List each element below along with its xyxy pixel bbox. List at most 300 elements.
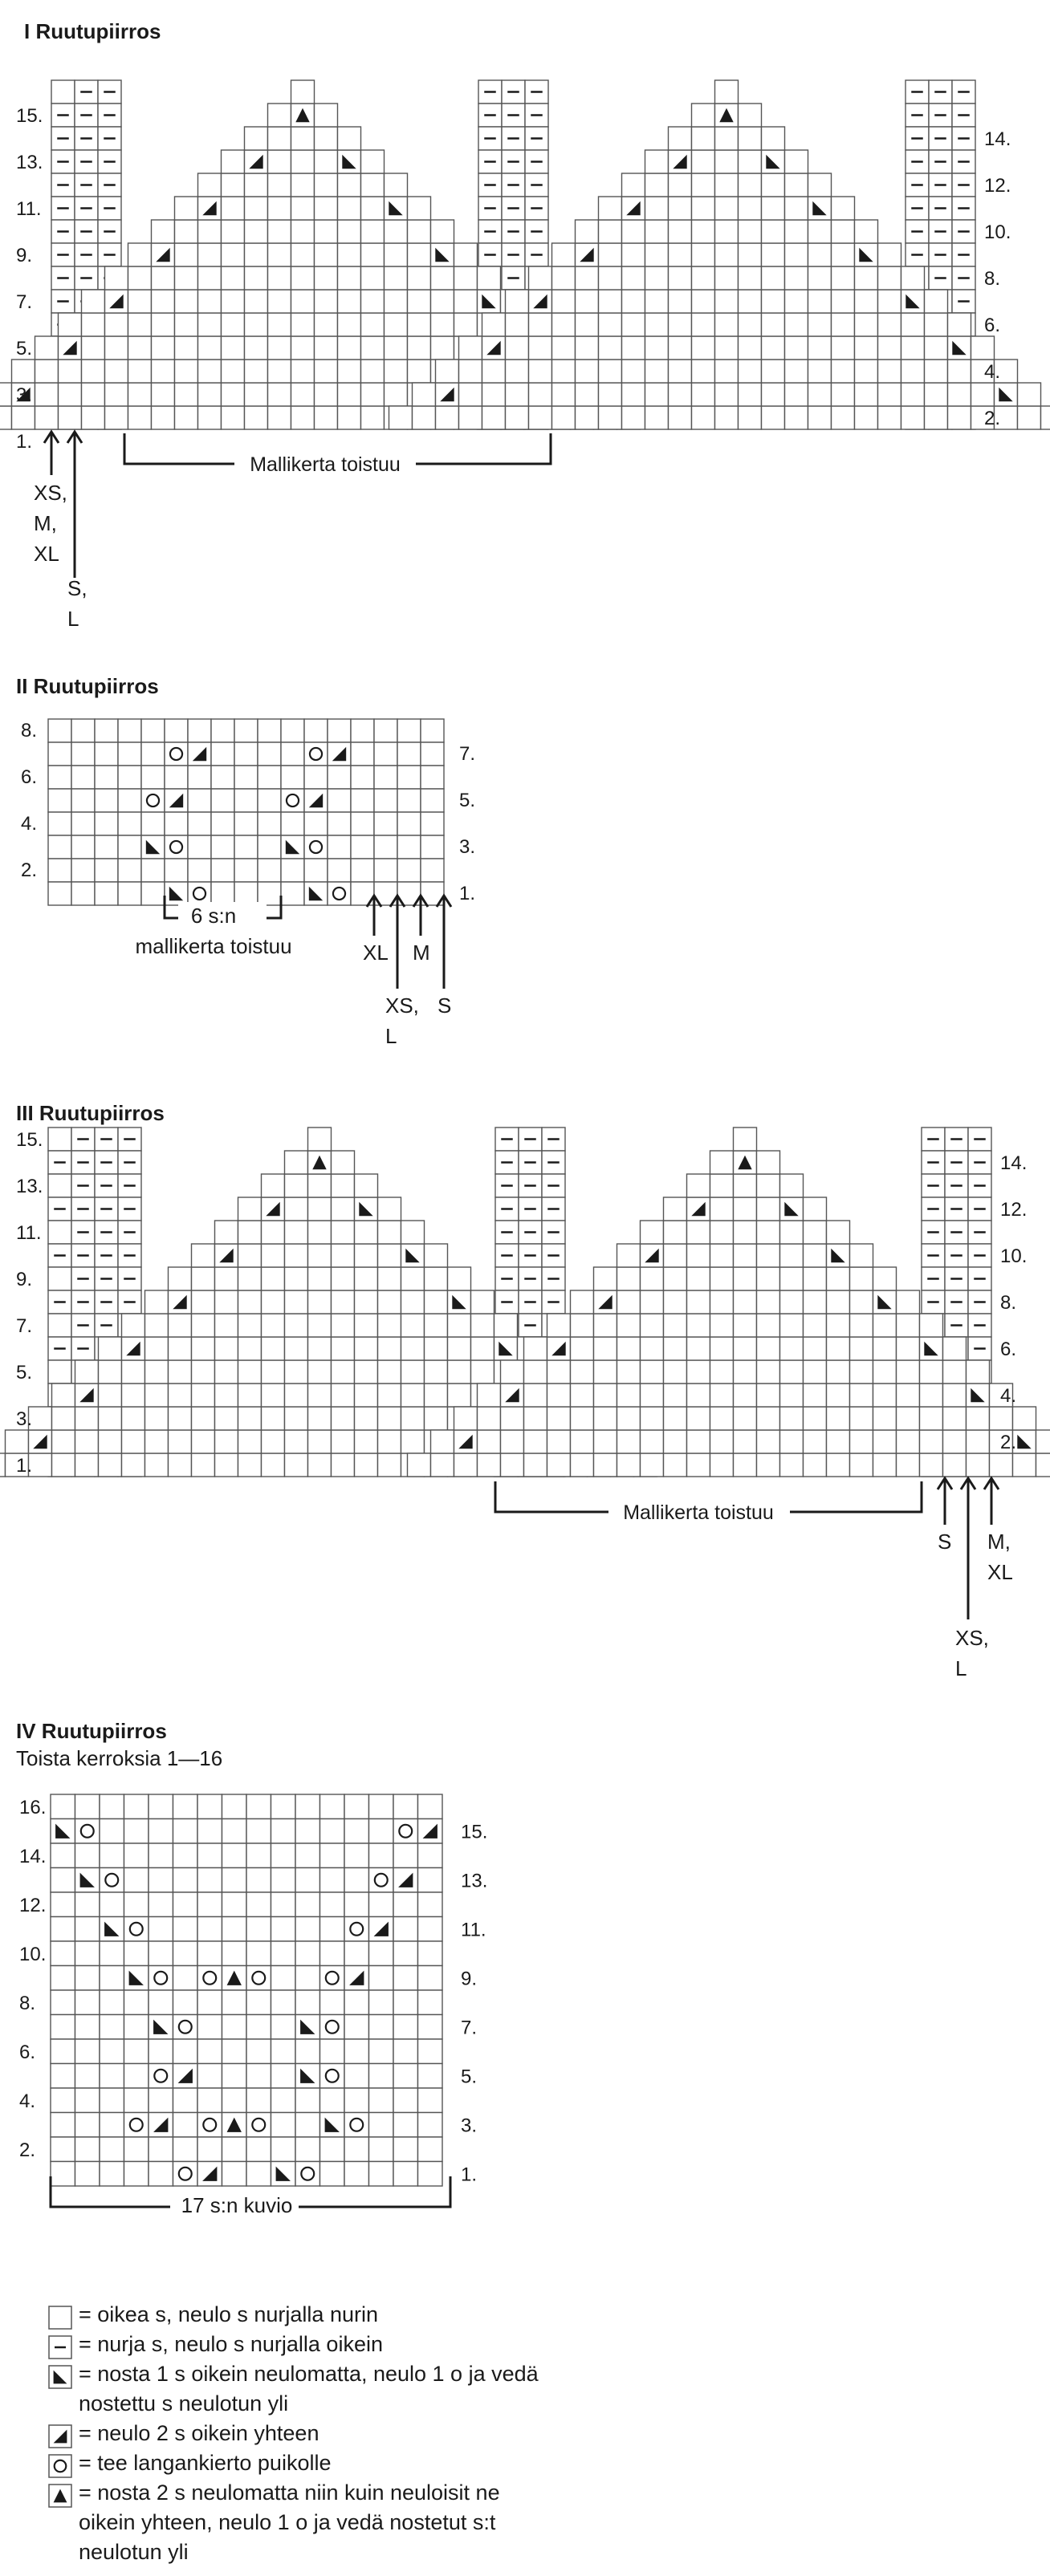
row-label-right: 10. bbox=[1000, 1245, 1028, 1268]
grid-cell bbox=[271, 1966, 296, 1991]
grid-cell bbox=[369, 1868, 394, 1893]
grid-cell bbox=[197, 1868, 222, 1893]
grid-cell bbox=[197, 2015, 222, 2040]
grid-cell bbox=[124, 2137, 149, 2162]
grid-cell bbox=[149, 1917, 173, 1942]
grid-cell bbox=[51, 1794, 75, 1819]
grid-cell bbox=[100, 2137, 124, 2162]
grid-cell bbox=[173, 2137, 198, 2162]
grid-cell bbox=[51, 2064, 75, 2089]
grid-cell bbox=[149, 2064, 173, 2089]
row-label-right: 12. bbox=[1000, 1199, 1028, 1221]
row-label-left: 8. bbox=[21, 719, 38, 742]
grid-cell bbox=[295, 1990, 320, 2015]
grid-cell bbox=[149, 1843, 173, 1868]
grid-cell bbox=[271, 2137, 296, 2162]
grid-cell bbox=[173, 1892, 198, 1917]
row-label-left: 15. bbox=[16, 105, 43, 128]
grid-cell bbox=[100, 2015, 124, 2040]
grid-cell bbox=[271, 1990, 296, 2015]
grid-cell bbox=[320, 2064, 345, 2089]
grid-cell bbox=[418, 1868, 443, 1893]
grid-cell bbox=[320, 1941, 345, 1966]
row-label-left: 13. bbox=[16, 1176, 43, 1198]
grid-cell bbox=[100, 1966, 124, 1991]
arrow-label-xl: XL bbox=[363, 941, 389, 965]
grid-cell bbox=[100, 2064, 124, 2089]
grid-cell bbox=[295, 1966, 320, 1991]
row-label-left: 11. bbox=[16, 198, 42, 221]
grid-cell bbox=[100, 2113, 124, 2138]
row-label-right: 6. bbox=[984, 315, 1001, 337]
grid-cell bbox=[344, 2088, 369, 2113]
row-label-left: 11. bbox=[16, 1222, 42, 1245]
grid-cell bbox=[149, 2039, 173, 2064]
grid-cell bbox=[100, 2039, 124, 2064]
row-label-right: 7. bbox=[459, 742, 476, 765]
grid-cell bbox=[246, 1941, 271, 1966]
grid-cell bbox=[75, 1966, 100, 1991]
grid-cell bbox=[369, 1966, 394, 1991]
grid-cell bbox=[222, 1794, 247, 1819]
grid-cell bbox=[51, 2039, 75, 2064]
cdd-icon bbox=[48, 2484, 72, 2508]
grid-cell bbox=[173, 1917, 198, 1942]
grid-cell bbox=[418, 1941, 443, 1966]
grid-cell bbox=[246, 2113, 271, 2138]
grid-cell bbox=[393, 2088, 418, 2113]
grid-cell bbox=[418, 2039, 443, 2064]
grid-cell bbox=[173, 1843, 198, 1868]
row-label-left: 7. bbox=[16, 1315, 33, 1338]
grid-cell bbox=[51, 1892, 75, 1917]
grid-cell bbox=[418, 2088, 443, 2113]
grid-cell bbox=[222, 2162, 247, 2187]
grid-cell bbox=[75, 1990, 100, 2015]
grid-cell bbox=[418, 2015, 443, 2040]
arrow-label-xs-m-xl: XS, M, XL bbox=[34, 481, 67, 566]
grid-cell bbox=[222, 1868, 247, 1893]
legend-cell bbox=[49, 2455, 71, 2477]
grid-cell bbox=[51, 2088, 75, 2113]
grid-cell bbox=[197, 1966, 222, 1991]
grid-cell bbox=[344, 1917, 369, 1942]
grid-cell bbox=[320, 2015, 345, 2040]
grid-cell bbox=[149, 1819, 173, 1844]
grid-cell bbox=[222, 2039, 247, 2064]
row-label-left: 8. bbox=[19, 1992, 36, 2014]
grid-cell bbox=[51, 2113, 75, 2138]
grid-cell bbox=[246, 1819, 271, 1844]
row-label-right: 6. bbox=[1000, 1339, 1017, 1361]
row-label-right: 3. bbox=[459, 835, 476, 858]
grid-cell bbox=[393, 1941, 418, 1966]
grid-cell bbox=[100, 1941, 124, 1966]
grid-cell bbox=[393, 2113, 418, 2138]
grid-cell bbox=[344, 1843, 369, 1868]
legend-item-yo bbox=[48, 2448, 562, 2478]
grid-cell bbox=[369, 1941, 394, 1966]
grid-cell bbox=[246, 1843, 271, 1868]
grid-cell bbox=[320, 1990, 345, 2015]
grid-cell bbox=[320, 1819, 345, 1844]
grid-cell bbox=[149, 1990, 173, 2015]
grid-cell bbox=[124, 2015, 149, 2040]
grid-cell bbox=[271, 1917, 296, 1942]
grid-cell bbox=[246, 2162, 271, 2187]
grid-cell bbox=[393, 1917, 418, 1942]
row-label-left: 2. bbox=[21, 859, 38, 881]
legend-text: = oikea s, neulo s nurjalla nurin bbox=[79, 2302, 378, 2326]
grid-cell bbox=[197, 1794, 222, 1819]
grid-cell bbox=[271, 2113, 296, 2138]
grid-cell bbox=[344, 2162, 369, 2187]
blank-icon bbox=[48, 2306, 72, 2330]
grid-cell bbox=[222, 2137, 247, 2162]
grid-cell bbox=[246, 2039, 271, 2064]
grid-cell bbox=[100, 1819, 124, 1844]
grid-cell bbox=[271, 1794, 296, 1819]
grid-cell bbox=[75, 2039, 100, 2064]
grid-cell bbox=[173, 2162, 198, 2187]
grid-cell bbox=[320, 1868, 345, 1893]
chart-4-subtitle: Toista kerroksia 1—16 bbox=[16, 1746, 223, 1770]
grid-cell bbox=[75, 1843, 100, 1868]
grid-cell bbox=[295, 1868, 320, 1893]
grid-cell bbox=[295, 1819, 320, 1844]
row-label-left: 12. bbox=[19, 1894, 47, 1916]
row-label-right: 4. bbox=[1000, 1385, 1017, 1408]
row-label-right: 9. bbox=[461, 1968, 478, 1990]
grid-cell bbox=[124, 2039, 149, 2064]
grid-cell bbox=[271, 1868, 296, 1893]
grid-cell bbox=[75, 2088, 100, 2113]
grid-cell bbox=[344, 2137, 369, 2162]
grid-cell bbox=[124, 2088, 149, 2113]
grid-cell bbox=[344, 2113, 369, 2138]
grid-cell bbox=[124, 1892, 149, 1917]
grid-cell bbox=[295, 1917, 320, 1942]
grid-cell bbox=[320, 2162, 345, 2187]
grid-cell bbox=[418, 2064, 443, 2089]
grid-cell bbox=[369, 2137, 394, 2162]
grid-cell bbox=[344, 1941, 369, 1966]
repeat-label: 6 s:n mallikerta toistuu bbox=[135, 904, 292, 958]
grid-cell bbox=[197, 2137, 222, 2162]
grid-cell bbox=[320, 1892, 345, 1917]
grid-cell bbox=[393, 2064, 418, 2089]
arrow-label-xs-l: XS, L bbox=[385, 993, 419, 1048]
row-label-left: 14. bbox=[19, 1845, 47, 1867]
grid-cell bbox=[197, 1990, 222, 2015]
grid-cell bbox=[100, 2088, 124, 2113]
grid-cell bbox=[418, 1990, 443, 2015]
arrow-label-m: M bbox=[413, 941, 430, 965]
grid-cell bbox=[418, 1843, 443, 1868]
grid-cell bbox=[246, 2137, 271, 2162]
grid-cell bbox=[222, 1892, 247, 1917]
grid-cell bbox=[271, 1892, 296, 1917]
grid-cell bbox=[320, 1794, 345, 1819]
grid-cell bbox=[124, 2162, 149, 2187]
row-label-left: 15. bbox=[16, 1129, 43, 1152]
grid-cell bbox=[100, 1843, 124, 1868]
grid-cell bbox=[75, 1941, 100, 1966]
legend-text: = nosta 2 s neulomatta niin kuin neuloisit ne oikein yhteen, neulo 1 o ja vedä nostetut s:t neulotun yli bbox=[79, 2481, 500, 2564]
row-label-right: 8. bbox=[1000, 1292, 1017, 1314]
grid-cell bbox=[393, 1819, 418, 1844]
grid-cell bbox=[418, 1892, 443, 1917]
legend-text: = tee langankierto puikolle bbox=[79, 2451, 332, 2475]
grid-cell bbox=[418, 1917, 443, 1942]
grid-cell bbox=[124, 1917, 149, 1942]
grid-cell bbox=[173, 2088, 198, 2113]
legend-cell bbox=[49, 2306, 71, 2329]
grid-cell bbox=[295, 1794, 320, 1819]
grid-cell bbox=[51, 1941, 75, 1966]
grid-cell bbox=[222, 2015, 247, 2040]
grid-cell bbox=[197, 1843, 222, 1868]
grid-cell bbox=[75, 1794, 100, 1819]
grid-cell bbox=[295, 1941, 320, 1966]
grid-cell bbox=[271, 1843, 296, 1868]
grid-cell bbox=[173, 1990, 198, 2015]
row-label-left: 6. bbox=[19, 2041, 36, 2063]
grid-cell bbox=[344, 2039, 369, 2064]
grid-cell bbox=[344, 2015, 369, 2040]
grid-cell bbox=[75, 2162, 100, 2187]
grid-cell bbox=[246, 1868, 271, 1893]
grid-cell bbox=[75, 2064, 100, 2089]
grid-cell bbox=[149, 1868, 173, 1893]
grid-cell bbox=[320, 2088, 345, 2113]
row-label-left: 9. bbox=[16, 245, 33, 267]
legend-item-blank bbox=[48, 2300, 562, 2330]
arrow-label-xs-l: XS, L bbox=[955, 1626, 989, 1680]
grid-cell bbox=[369, 1892, 394, 1917]
grid-cell bbox=[271, 2088, 296, 2113]
grid-cell bbox=[393, 2015, 418, 2040]
grid-cell bbox=[393, 1990, 418, 2015]
grid-cell bbox=[124, 1941, 149, 1966]
grid-cell bbox=[149, 2137, 173, 2162]
row-label-right: 12. bbox=[984, 175, 1011, 197]
grid-cell bbox=[222, 1990, 247, 2015]
grid-cell bbox=[124, 1819, 149, 1844]
grid-cell bbox=[149, 1794, 173, 1819]
ssk-icon bbox=[48, 2365, 72, 2389]
grid-cell bbox=[51, 2162, 75, 2187]
legend-item-ssk bbox=[48, 2359, 562, 2419]
grid-cell bbox=[393, 2162, 418, 2187]
grid-cell bbox=[320, 2137, 345, 2162]
row-label-left: 5. bbox=[16, 1362, 33, 1384]
grid-cell bbox=[51, 2137, 75, 2162]
row-label-left: 1. bbox=[16, 431, 33, 453]
legend-item-cdd bbox=[48, 2478, 562, 2567]
row-label-right: 5. bbox=[459, 789, 476, 811]
grid-cell bbox=[197, 1941, 222, 1966]
row-label-right: 1. bbox=[461, 2164, 478, 2186]
row-label-left: 2. bbox=[19, 2139, 36, 2161]
grid-cell bbox=[369, 2039, 394, 2064]
grid-cell bbox=[75, 1819, 100, 1844]
grid-cell bbox=[393, 2137, 418, 2162]
grid-cell bbox=[271, 2015, 296, 2040]
row-label-left: 9. bbox=[16, 1269, 33, 1291]
grid-cell bbox=[173, 2039, 198, 2064]
grid-cell bbox=[173, 2113, 198, 2138]
grid-cell bbox=[418, 2162, 443, 2187]
grid-cell bbox=[75, 1917, 100, 1942]
legend-item-purl bbox=[48, 2330, 562, 2359]
row-label-right: 4. bbox=[984, 361, 1001, 384]
legend-text: = nurja s, neulo s nurjalla oikein bbox=[79, 2332, 383, 2356]
grid-cell bbox=[320, 1966, 345, 1991]
repeat-label: Mallikerta toistuu bbox=[623, 1501, 774, 1524]
grid-cell bbox=[246, 2015, 271, 2040]
grid-cell bbox=[197, 2039, 222, 2064]
grid-cell bbox=[246, 1990, 271, 2015]
grid-cell bbox=[197, 2088, 222, 2113]
grid-cell bbox=[344, 2064, 369, 2089]
grid-cell bbox=[418, 2137, 443, 2162]
grid-cell bbox=[320, 1917, 345, 1942]
grid-cell bbox=[222, 1843, 247, 1868]
grid-cell bbox=[320, 1843, 345, 1868]
grid-cell bbox=[100, 1990, 124, 2015]
chart-1-title: I Ruutupiirros bbox=[24, 19, 161, 43]
grid-cell bbox=[418, 2113, 443, 2138]
grid-cell bbox=[124, 2064, 149, 2089]
row-label-right: 14. bbox=[984, 128, 1011, 151]
grid-cell bbox=[222, 1917, 247, 1942]
arrow-label-s-l: S, L bbox=[67, 576, 88, 631]
grid-cell bbox=[75, 2137, 100, 2162]
grid-cell bbox=[124, 1794, 149, 1819]
grid-cell bbox=[197, 1917, 222, 1942]
arrow-label-s: S bbox=[938, 1530, 952, 1554]
grid-cell bbox=[418, 1794, 443, 1819]
row-label-left: 13. bbox=[16, 152, 43, 174]
grid-cell bbox=[173, 2015, 198, 2040]
grid-cell bbox=[295, 2113, 320, 2138]
grid-cell bbox=[124, 1990, 149, 2015]
grid-cell bbox=[197, 2113, 222, 2138]
grid-cell bbox=[246, 1892, 271, 1917]
grid-cell bbox=[197, 1892, 222, 1917]
grid-cell bbox=[295, 1892, 320, 1917]
grid-cell bbox=[369, 2015, 394, 2040]
grid-cell bbox=[222, 2064, 247, 2089]
row-label-right: 1. bbox=[459, 882, 476, 904]
grid-cell bbox=[393, 1966, 418, 1991]
grid-cell bbox=[344, 1868, 369, 1893]
grid-cell bbox=[246, 2064, 271, 2089]
row-label-right: 2. bbox=[1000, 1432, 1017, 1454]
row-label-right: 7. bbox=[461, 2017, 478, 2039]
grid-cell bbox=[295, 1843, 320, 1868]
arrow-label-s: S bbox=[438, 993, 452, 1018]
grid-cell bbox=[369, 2088, 394, 2113]
legend-text: = nosta 1 s oikein neulomatta, neulo 1 o ja vedä nostettu s neulotun yli bbox=[79, 2362, 539, 2416]
row-label-left: 5. bbox=[16, 338, 33, 360]
row-label-left: 1. bbox=[16, 1455, 33, 1477]
grid-cell bbox=[271, 2039, 296, 2064]
grid-cell bbox=[246, 1917, 271, 1942]
grid-cell bbox=[100, 1868, 124, 1893]
grid-cell bbox=[149, 1941, 173, 1966]
legend-text: = neulo 2 s oikein yhteen bbox=[79, 2421, 319, 2445]
chart-4-title: IV Ruutupiirros bbox=[16, 1719, 167, 1743]
grid-cell bbox=[369, 2064, 394, 2089]
grid-cell bbox=[51, 1990, 75, 2015]
grid-cell bbox=[75, 2113, 100, 2138]
row-label-left: 6. bbox=[21, 766, 38, 788]
grid-cell bbox=[51, 1966, 75, 1991]
grid-cell bbox=[369, 1819, 394, 1844]
grid-cell bbox=[369, 1794, 394, 1819]
row-label-right: 8. bbox=[984, 268, 1001, 291]
legend bbox=[48, 2300, 562, 2567]
grid-cell bbox=[271, 1819, 296, 1844]
grid-cell bbox=[295, 2088, 320, 2113]
grid-cell bbox=[100, 2162, 124, 2187]
grid-cell bbox=[344, 1990, 369, 2015]
row-label-left: 7. bbox=[16, 291, 33, 314]
row-label-right: 10. bbox=[984, 221, 1011, 244]
grid-cell bbox=[173, 1941, 198, 1966]
row-label-right: 11. bbox=[461, 1919, 486, 1941]
grid-cell bbox=[173, 1819, 198, 1844]
grid-cell bbox=[344, 1794, 369, 1819]
grid-cell bbox=[173, 1794, 198, 1819]
grid-cell bbox=[271, 1941, 296, 1966]
grid-cell bbox=[246, 2088, 271, 2113]
grid-cell bbox=[51, 2015, 75, 2040]
grid-cell bbox=[344, 1892, 369, 1917]
grid-cell bbox=[246, 1966, 271, 1991]
row-label-right: 3. bbox=[461, 2115, 478, 2137]
legend-item-k2tog bbox=[48, 2419, 562, 2448]
row-label-right: 2. bbox=[984, 408, 1001, 430]
grid-cell bbox=[149, 1892, 173, 1917]
grid-cell bbox=[369, 2162, 394, 2187]
grid-cell bbox=[393, 1868, 418, 1893]
yo-icon bbox=[48, 2454, 72, 2478]
row-label-right: 13. bbox=[461, 1870, 488, 1892]
k2tog-icon bbox=[48, 2424, 72, 2448]
grid-cell bbox=[149, 2162, 173, 2187]
grid-cell bbox=[418, 1966, 443, 1991]
grid-cell bbox=[75, 1892, 100, 1917]
chart-3-title: III Ruutupiirros bbox=[16, 1101, 165, 1125]
grid-cell bbox=[124, 2113, 149, 2138]
grid-cell bbox=[271, 2064, 296, 2089]
grid-cell bbox=[295, 2137, 320, 2162]
grid-cell bbox=[149, 1966, 173, 1991]
arrow-label-m-xl: M, XL bbox=[987, 1530, 1013, 1584]
grid-cell bbox=[197, 2064, 222, 2089]
grid-cell bbox=[295, 2162, 320, 2187]
grid-cell bbox=[393, 1843, 418, 1868]
grid-cell bbox=[197, 1819, 222, 1844]
grid-cell bbox=[75, 2015, 100, 2040]
grid-cell bbox=[295, 2039, 320, 2064]
grid-cell bbox=[344, 1819, 369, 1844]
grid-cell bbox=[222, 2088, 247, 2113]
row-label-right: 5. bbox=[461, 2066, 478, 2088]
